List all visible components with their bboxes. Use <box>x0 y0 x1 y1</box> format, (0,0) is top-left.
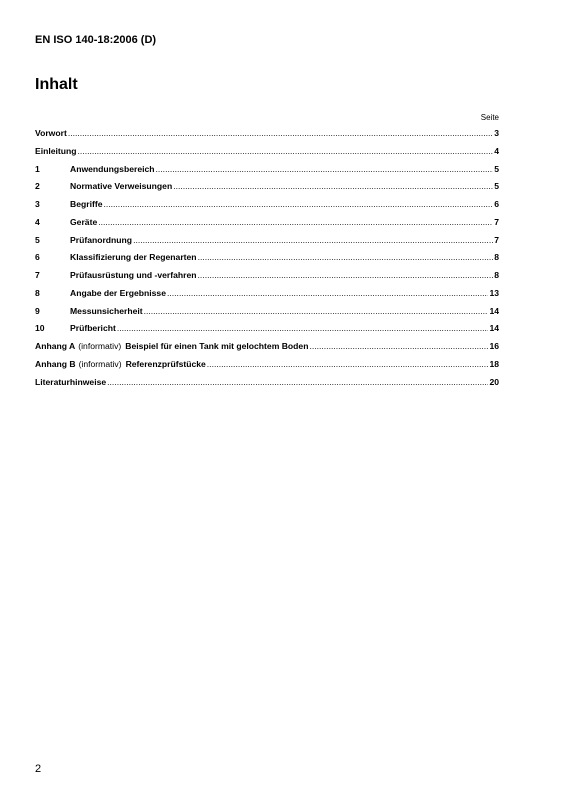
toc-label: Prüfausrüstung und -verfahren <box>70 270 197 280</box>
toc-page: 5 <box>494 163 499 174</box>
document-header: EN ISO 140-18:2006 (D) <box>35 34 157 46</box>
toc-leader <box>133 235 493 245</box>
toc-label: Klassifizierung der Regenarten <box>70 252 197 263</box>
toc-number: 2 <box>35 181 40 192</box>
toc-annex: Anhang B <box>35 358 76 369</box>
toc-entry-anhang-a[interactable] <box>35 341 499 359</box>
toc-number: 9 <box>35 305 40 316</box>
toc-page: 8 <box>494 270 499 280</box>
toc-page: 18 <box>489 358 499 369</box>
toc-label: Geräte <box>70 216 98 227</box>
toc-number: 3 <box>35 199 40 209</box>
toc-number: 6 <box>35 252 40 263</box>
toc-entry-5[interactable] <box>35 235 499 253</box>
toc-page: 13 <box>489 287 499 298</box>
toc-number: 4 <box>35 216 40 227</box>
toc-page: 8 <box>494 252 499 263</box>
toc-label: Begriffe <box>70 199 103 209</box>
toc-label: Beispiel für einen Tank mit gelochtem Boden <box>125 341 309 351</box>
toc-entry-6[interactable] <box>35 252 499 270</box>
toc-qualifier: (informativ) <box>78 358 122 369</box>
toc-label: Referenzprüfstücke <box>125 358 206 369</box>
toc-qualifier: (informativ) <box>78 341 122 351</box>
toc-leader <box>98 217 493 227</box>
toc-label: Einleitung <box>35 145 77 156</box>
toc-page: 7 <box>494 216 499 227</box>
page-title: Inhalt <box>35 76 78 93</box>
toc-page: 7 <box>494 234 499 245</box>
toc-page: 14 <box>489 305 499 316</box>
toc-label: Anwendungsbereich <box>70 163 155 174</box>
toc-entry-vorwort[interactable] <box>35 128 499 146</box>
toc-label: Prüfbericht <box>70 323 116 334</box>
seite-label: Seite <box>480 113 499 122</box>
toc-page: 14 <box>489 323 499 334</box>
toc-annex: Anhang A <box>35 341 76 351</box>
toc-entry-8[interactable] <box>35 288 499 306</box>
toc-page: 20 <box>489 376 499 387</box>
toc-page: 3 <box>494 128 499 138</box>
toc-leader <box>117 323 489 333</box>
toc-entry-anhang-b[interactable] <box>35 359 499 377</box>
toc-entry-1[interactable] <box>35 164 499 182</box>
toc-leader <box>107 377 488 387</box>
toc-number: 5 <box>35 234 40 245</box>
toc-leader <box>207 359 489 369</box>
toc-leader <box>173 181 493 191</box>
toc-leader <box>78 146 494 156</box>
toc-leader <box>156 164 494 174</box>
toc-number: 10 <box>35 323 45 334</box>
toc-entry-10[interactable] <box>35 323 499 341</box>
toc-number: 1 <box>35 163 40 174</box>
toc-leader <box>309 341 488 351</box>
toc-leader <box>167 288 488 298</box>
toc-page: 4 <box>494 145 499 156</box>
toc-number: 7 <box>35 270 40 280</box>
toc-label: Prüfanordnung <box>70 234 133 245</box>
toc-entry-einleitung[interactable] <box>35 146 499 164</box>
toc-label: Normative Verweisungen <box>70 181 173 192</box>
table-of-contents <box>35 128 499 394</box>
toc-entry-literaturhinweise[interactable] <box>35 377 499 395</box>
page-number: 2 <box>35 763 42 775</box>
toc-page: 6 <box>494 199 499 209</box>
toc-page: 16 <box>489 341 499 351</box>
toc-entry-7[interactable] <box>35 270 499 288</box>
toc-leader <box>198 270 494 280</box>
toc-leader <box>68 128 493 138</box>
toc-leader <box>144 306 489 316</box>
toc-entry-9[interactable] <box>35 306 499 324</box>
toc-label: Messunsicherheit <box>70 305 143 316</box>
toc-entry-2[interactable] <box>35 181 499 199</box>
toc-label: Vorwort <box>35 128 67 138</box>
toc-entry-4[interactable] <box>35 217 499 235</box>
toc-entry-3[interactable] <box>35 199 499 217</box>
toc-leader <box>198 252 494 262</box>
toc-leader <box>103 199 493 209</box>
toc-number: 8 <box>35 287 40 298</box>
toc-label: Angabe der Ergebnisse <box>70 287 166 298</box>
toc-page: 5 <box>494 181 499 192</box>
toc-label: Literaturhinweise <box>35 376 107 387</box>
